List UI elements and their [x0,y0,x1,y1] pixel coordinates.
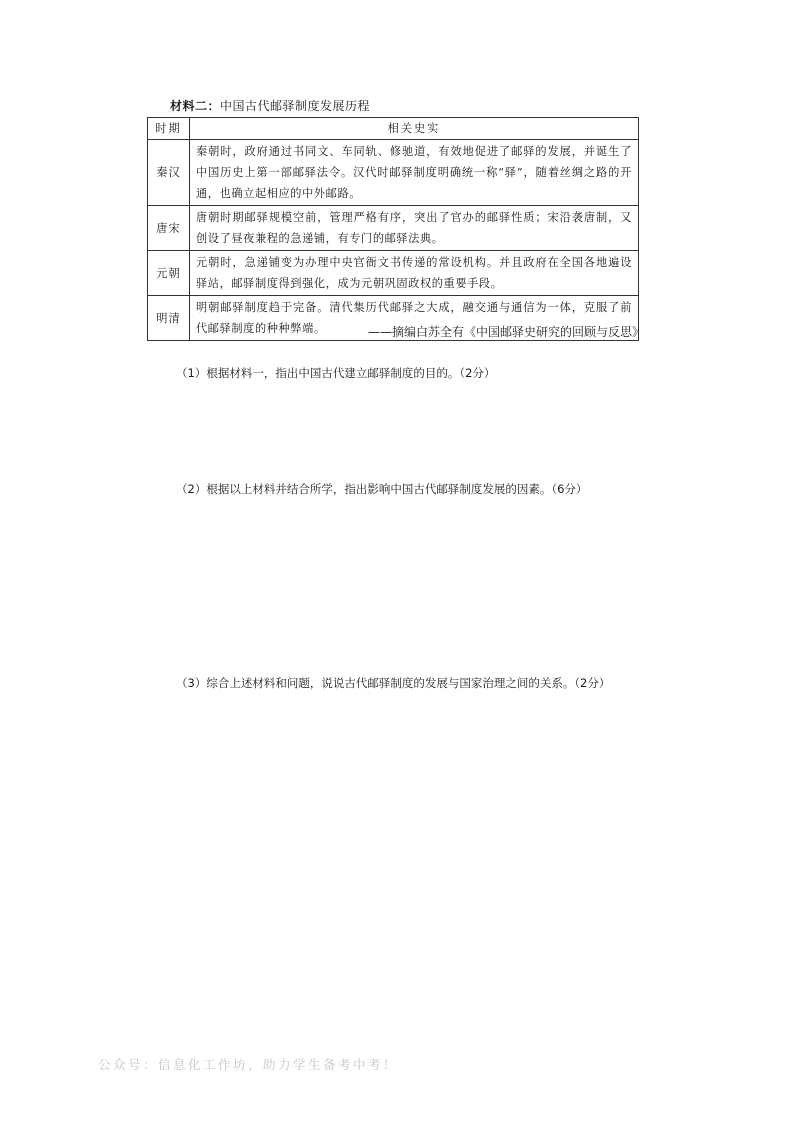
question-3: （3）综合上述材料和问题，说说古代邮驿制度的发展与国家治理之间的关系。（2分） [176,676,611,690]
material-label: 材料二： [170,99,221,113]
table-row [148,251,639,296]
question-1: （1）根据材料一，指出中国古代建立邮驿制度的目的。（2分） [176,366,496,380]
material-title: 中国古代邮驿制度发展历程 [220,99,371,113]
watermark-text: 公众号：信息化工作坊，助力学生备考中考！ [98,1057,399,1072]
history-table [147,117,639,341]
facts-column-header: 相关史实 [190,118,639,140]
period-cell: 元朝 [148,251,190,296]
table-row [148,140,639,206]
period-column-header: 时期 [148,118,190,140]
fact-cell: 元朝时，急递铺变为办理中央官衙文书传递的常设机构。并且政府在全国各地遍设驿站，邮驿制度得到强化，成为元朝巩固政权的重要手段。 [190,251,639,296]
material-heading [170,97,370,114]
period-cell: 唐宋 [148,206,190,251]
table-header-row [148,118,639,140]
period-cell: 秦汉 [148,140,190,206]
period-cell: 明清 [148,296,190,341]
source-citation: ——摘编白苏全有《中国邮驿史研究的回顾与反思》 [368,325,645,339]
question-2: （2）根据以上材料并结合所学，指出影响中国古代邮驿制度发展的因素。（6分） [176,482,588,496]
fact-cell: 明朝邮驿制度趋于完备。清代集历代邮驿之大成，融交通与通信为一体，克服了前代邮驿制度的种种弊端。 [190,296,639,341]
table-row [148,206,639,251]
fact-cell: 唐朝时期邮驿规模空前，管理严格有序，突出了官办的邮驿性质；宋沿袭唐制，又创设了昼夜兼程的急递铺，有专门的邮驿法典。 [190,206,639,251]
fact-cell: 秦朝时，政府通过书同文、车同轨、修驰道，有效地促进了邮驿的发展，并诞生了中国历史上第一部邮驿法令。汉代时邮驿制度明确统一称“驿”，随着丝绸之路的开通，也确立起相应的中外邮路。 [190,140,639,206]
